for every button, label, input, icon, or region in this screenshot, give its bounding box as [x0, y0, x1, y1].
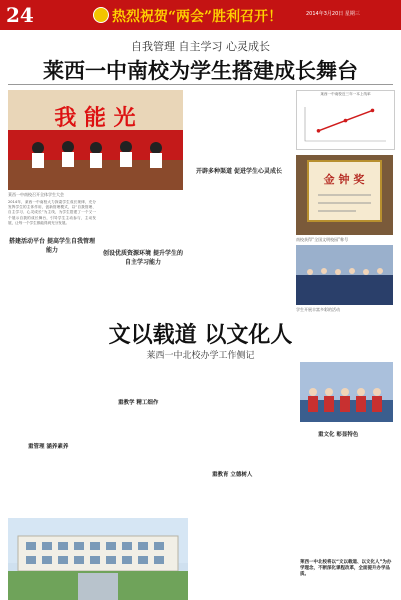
article2-body-col3 [192, 366, 292, 446]
svg-text:我 能 光: 我 能 光 [54, 105, 136, 131]
section-heading: 开辟多种渠道 促进学生心灵成长 [195, 168, 283, 175]
section-heading: 重管理 涵养素养 [28, 444, 69, 450]
article1-kicker: 自我管理 自主学习 心灵成长 [131, 40, 270, 53]
article1-body-col3b [188, 180, 290, 310]
photo-caption: 学生开展丰富多彩的活动 [296, 307, 340, 312]
chart-axis [305, 107, 386, 141]
students-illustration [300, 362, 393, 422]
group-illustration [296, 245, 393, 305]
photo-caption: 莱西一中南校召开全体学生大会 [8, 192, 64, 197]
article2-body-col2b [100, 408, 188, 513]
photo-stage [8, 90, 183, 190]
certificate-illustration [296, 155, 393, 235]
page-number: 24 [6, 3, 34, 27]
article2-title: 文以载道 以文化人 [108, 322, 293, 348]
article2-subtitle: 莱西一中北校办学工作侧记 [146, 351, 255, 361]
article2-body-col2 [100, 366, 188, 396]
section-heading: 重教育 立德树人 [212, 472, 253, 478]
photo-certificate [296, 155, 393, 235]
stage-illustration [8, 90, 183, 190]
section-heading: 搭建活动平台 提高学生自我管理能力 [8, 238, 96, 254]
header-date: 2014年3月20日 星期三 [306, 11, 360, 17]
page-header [0, 0, 401, 30]
svg-text:金 钟 奖: 金 钟 奖 [323, 173, 365, 186]
data-point [317, 129, 321, 133]
section-heading: 重教学 精工细作 [118, 400, 159, 406]
article1-intro: 2014年，莱西一中南校大力探索学生成长规律，充分发挥学生的主体作用，创新管理模式，以“自我管理、自主学习、心灵成长”为主线，为学生搭建了一个又一个展示自我的成长舞台，引导学生主动参与，主动发展，让每一个学生都能得到充分发展。 [8, 200, 96, 225]
divider [8, 84, 393, 85]
article2-body-col4 [300, 440, 393, 558]
data-point [371, 109, 375, 113]
data-point [344, 119, 348, 123]
article2-body-col3b [192, 480, 292, 600]
cert-caption: 南校获得“全国文明校园”称号 [296, 237, 349, 242]
section-heading: 创设优质资源环境 提升学生的自主学习能力 [102, 250, 184, 266]
article2-body-col1b [8, 452, 96, 512]
article1-title: 莱西一中南校为学生搭建成长舞台 [43, 58, 358, 83]
photo-campus [8, 518, 188, 600]
campus-illustration [8, 518, 188, 600]
article2-body-col1 [8, 366, 96, 436]
article2-closing: 莱西一中北校将以“文以载道、以文化人”为办学理念，不断深化课程改革，全面提升办学品质。 [300, 560, 392, 577]
photo-students [300, 362, 393, 422]
line-chart [297, 99, 394, 149]
section-heading: 重文化 彰显特色 [318, 432, 359, 438]
photo-group [296, 245, 393, 305]
header-slogan: 热烈祝贺“两会”胜利召开！ [112, 9, 283, 25]
chart-title: 莱西一中南校近三年一本上线率 [320, 92, 371, 96]
national-emblem-icon [93, 7, 109, 23]
chart-box [296, 90, 395, 150]
